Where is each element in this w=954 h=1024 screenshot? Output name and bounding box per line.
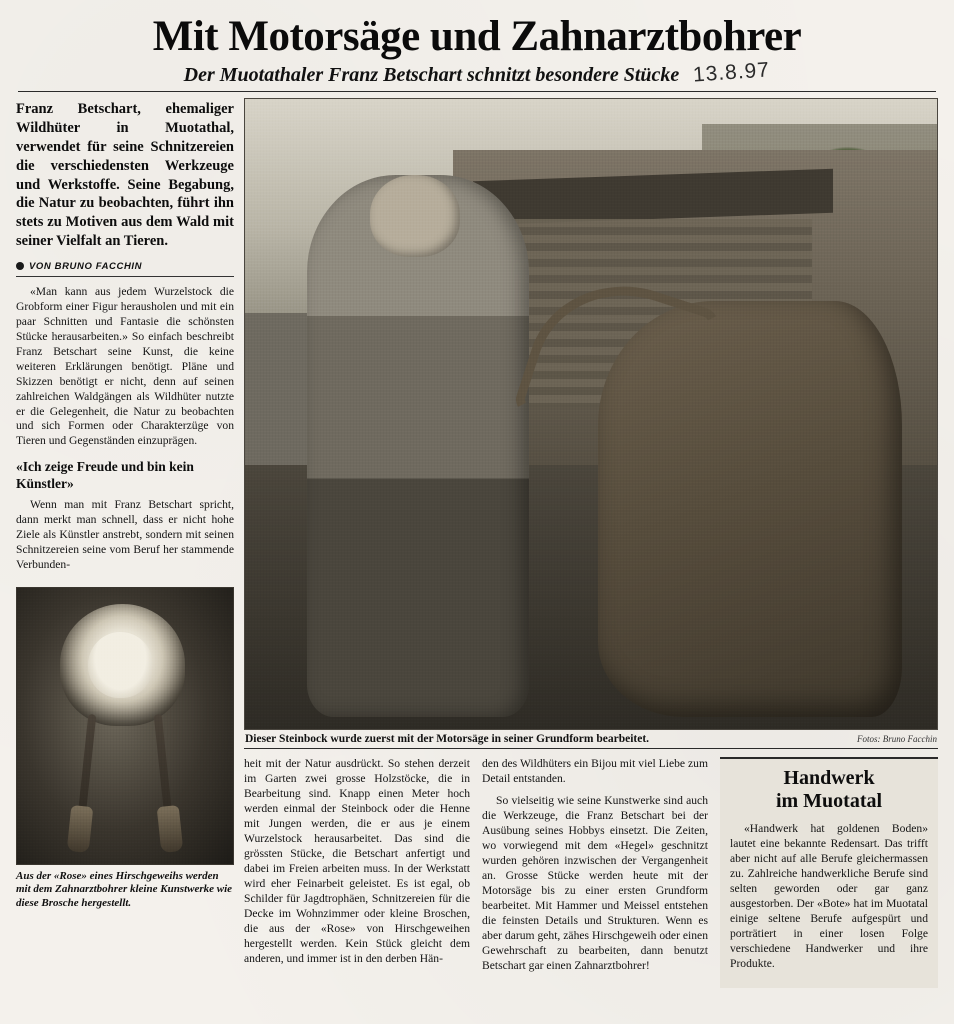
section-subheading: «Ich zeige Freude und bin kein Künstler» <box>16 459 194 491</box>
sidebar-title-line1: Handwerk <box>783 767 875 790</box>
photo-caption-bar <box>244 730 938 749</box>
paragraph: den des Wildhüters ein Bijou mit viel Liebe zum Detail entstanden. <box>482 757 708 786</box>
page-title: Mit Motorsäge und Zahnarztbohrer <box>152 13 802 60</box>
sidebar-paragraph: «Handwerk hat goldenen Boden» lautet eine bekannte Redensart. Das trifft aber nicht auf alle Berufe gleichermassen zu. Zahlreiche handwerkliche Berufe sind selten geworden oder gar ganz ausgestorben. Der «Bote» hat im Muotatal einige seltene Berufe aufgespürt und porträtiert in einer losen Folge verschiedene Handwerker und ihre Produkte. <box>730 821 928 970</box>
photo-credit: Fotos: Bruno Facchin <box>857 734 937 745</box>
paragraph: «Man kann aus jedem Wurzelstock die Grobform einer Figur herausholen und mit ein paar Schnitten und Fantasie die schönsten Stücke herausarbeiten.» So einfach beschreibt Franz Betschart seine Kunst, die keine weiteren Erklärungen benötigt. Pläne und Skizzen benötigt er nicht, denn auf seinen zahlreichen Waldgängen als Wildhüter nutzte er die Gelegenheit, die Natur zu beobachten und sich Formen oder Charakterzüge von Tieren und Gegenständen einzuprägen. <box>16 284 234 448</box>
paragraph: heit mit der Natur ausdrückt. So stehen derzeit im Garten zwei grosse Holzstöcke, die in Bearbeitung sind. Knapp einen Meter hoch werden einmal der Steinbock oder die Henne mit Jungen werden, die er aus je einem Wurzelstock herausarbeitet. Das sind die grössten Stücke, die Betschart anfertigt und dabei im Freien arbeiten muss. In der Werkstatt wird eher Feinarbeit geleistet. Es ist egal, ob Schilder für Jagdtrophäen, Schnitzereien für die Decke im Wohnzimmer oder kleine Broschen, die aus der «Rose» von Hirschgeweihen hergestellt werden. Kein Stück gleicht dem anderen, und immer ist in den derben Hän- <box>244 757 470 965</box>
lower-column-2 <box>482 757 708 980</box>
photo-ibex-caption: Dieser Steinbock wurde zuerst mit der Motorsäge in seiner Grundform bearbeitet. <box>245 733 650 746</box>
sidebar-title-line2: im Muotatal <box>775 789 883 812</box>
right-column <box>244 98 938 998</box>
paragraph: So vielseitig wie seine Kunstwerke sind auch die Werkzeuge, die Franz Betschart bei der Ausübung seines Hobbys einsetzt. Die Zeiten, wo vorwiegend mit dem «Hegel» geschnitzt wurden gehören inzwischen der Vergangenheit an. Grosse Stücke werden heute mit der Motorsäge bis zu einer ersten Grundform bearbeitet. Mit Hammer und Meissel entstehen die feinsten Details und Strukturen. Wenn es aber darum geht, zähes Hirschgeweih oder einen Gewehrschaft zu bearbeiten, dann benutzt Betschart gar einen Zahnarztbohrer! <box>482 794 708 972</box>
sidebar-handwerk-box <box>720 757 938 988</box>
header-divider <box>18 91 936 92</box>
article-body <box>0 98 954 998</box>
photo-brooch <box>16 587 234 865</box>
lower-column-1 <box>244 757 470 973</box>
photo-grain-overlay <box>17 588 233 864</box>
byline-text: VON BRUNO FACCHIN <box>29 260 143 272</box>
left-column <box>16 98 234 998</box>
byline <box>16 261 234 277</box>
article-subhead: Der Muotathaler Franz Betschart schnitzt besondere Stücke <box>183 64 680 87</box>
bullet-icon <box>16 262 24 270</box>
handwritten-date: 13.8.97 <box>692 58 771 87</box>
subhead-row <box>18 58 936 87</box>
paragraph: Wenn man mit Franz Betschart spricht, dann merkt man schnell, dass er nicht hohe Ziele als Künstler anstrebt, sondern mit seinen Schnitzereien seine vom Beruf her stammende Verbunden- <box>16 497 234 571</box>
lead-paragraph: Franz Betschart, ehemaliger Wildhüter in Muotathal, verwendet für seine Schnitzereien die verschiedensten Werkzeuge und Werkstoffe. Seine Begabung, die Natur zu beobachten, führt ihn stets zu Motiven aus dem Wald mit seiner Vielfalt an Tieren. <box>16 101 234 250</box>
sidebar-title <box>730 767 928 812</box>
lower-columns <box>244 749 938 998</box>
photo-brooch-caption: Aus der «Rose» eines Hirschgeweihs werden mit dem Zahnarztbohrer kleine Kunstwerke wie diese Brosche hergestellt. <box>16 869 233 910</box>
masthead <box>0 0 954 87</box>
photo-grain-overlay <box>245 99 937 729</box>
photo-ibex-carving <box>244 98 938 730</box>
